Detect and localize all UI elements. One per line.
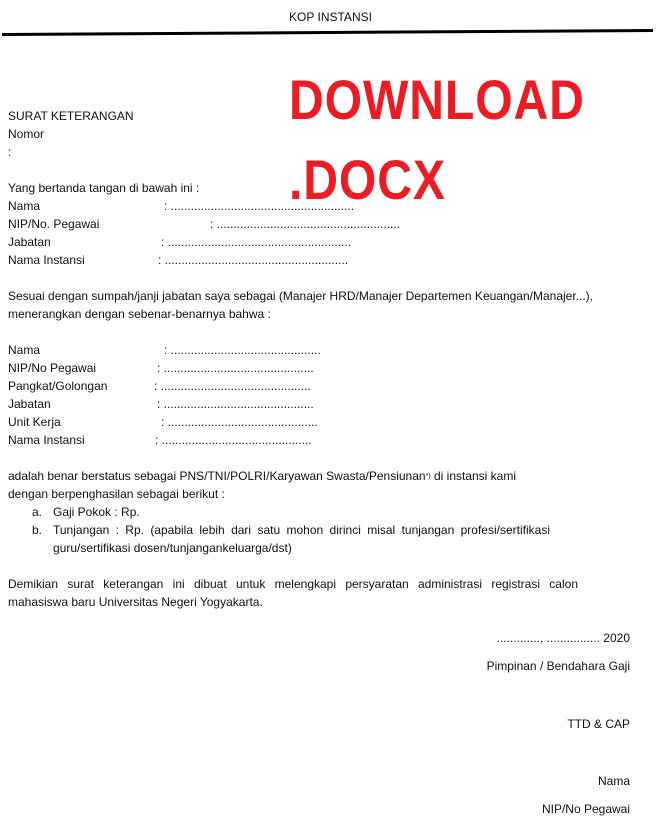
document-title: SURAT KETERANGAN bbox=[8, 109, 134, 123]
letterhead-title: KOP INSTANSI bbox=[289, 10, 372, 24]
statement-line-1: Sesuai dengan sumpah/janji jabatan saya sebagai (Manajer HRD/Manajer Departemen Keuangan/Manajer...), bbox=[8, 289, 594, 303]
signer-field-value: : ....................................................... bbox=[210, 217, 401, 231]
income-item-allowance-line-2: guru/sertifikasi dosen/tunjangankeluarga/dst) bbox=[53, 541, 292, 555]
list-marker-b: b. bbox=[32, 523, 43, 537]
nomor-label: Nomor bbox=[8, 127, 45, 141]
income-item-salary: Gaji Pokok : Rp. bbox=[53, 505, 140, 519]
status-text-tail: di instansi kami bbox=[430, 469, 517, 483]
status-line-2: dengan berpenghasilan sebagai berikut : bbox=[8, 487, 225, 501]
signer-field-label: Nama Instansi bbox=[8, 253, 85, 267]
signature-stamp: TTD & CAP bbox=[567, 717, 630, 731]
subject-field-value: : ............................................. bbox=[154, 379, 311, 393]
status-line-1 bbox=[8, 469, 516, 484]
nomor-colon: : bbox=[8, 145, 12, 159]
signature-name: Nama bbox=[597, 774, 630, 788]
signer-field-label: NIP/No. Pegawai bbox=[8, 217, 100, 231]
signer-field-label: Jabatan bbox=[8, 235, 51, 249]
subject-field-label: Pangkat/Golongan bbox=[8, 379, 108, 393]
signature-nip: NIP/No Pegawai bbox=[541, 802, 630, 816]
signature-role: Pimpinan / Bendahara Gaji bbox=[486, 659, 630, 673]
signer-field-label: Nama bbox=[8, 199, 41, 213]
subject-field-value: : ............................................. bbox=[161, 415, 318, 429]
subject-field-label: Nama Instansi bbox=[8, 433, 85, 447]
subject-field-value: : ............................................. bbox=[155, 433, 312, 447]
signature-date: ............., ................ 2020 bbox=[496, 631, 630, 645]
status-text: adalah benar berstatus sebagai PNS/TNI/POLRI/Karyawan Swasta/Pensiunan bbox=[8, 469, 426, 483]
subject-field-label: Jabatan bbox=[8, 397, 51, 411]
signer-field-value: : ....................................................... bbox=[161, 235, 352, 249]
subject-field-value: : ............................................. bbox=[164, 343, 321, 357]
subject-field-label: Unit Kerja bbox=[8, 415, 61, 429]
subject-field-label: NIP/No Pegawai bbox=[8, 361, 97, 375]
letterhead-divider bbox=[2, 29, 653, 36]
subject-field-label: Nama bbox=[8, 343, 41, 357]
subject-field-value: : ............................................. bbox=[157, 361, 314, 375]
signer-field-value: : ....................................................... bbox=[164, 199, 355, 213]
closing-line-2: mahasiswa baru Universitas Negeri Yogyakarta. bbox=[8, 595, 263, 609]
watermark-docx: .DOCX bbox=[289, 148, 446, 211]
subject-field-value: : ............................................. bbox=[157, 397, 314, 411]
statement-line-2: menerangkan dengan sebenar-benarnya bahwa : bbox=[8, 307, 271, 321]
closing-line-1: Demikian surat keterangan ini dibuat untuk melengkapi persyaratan administrasi registrasi calon bbox=[8, 577, 578, 591]
signer-field-value: : ....................................................... bbox=[158, 253, 349, 267]
list-marker-a: a. bbox=[32, 505, 43, 519]
watermark-download: DOWNLOAD bbox=[289, 68, 585, 131]
income-item-allowance-line-1: Tunjangan : Rp. (apabila lebih dari satu mohon dirinci misal tunjangan profesi/sertifikasi bbox=[53, 523, 550, 537]
signer-intro: Yang bertanda tangan di bawah ini : bbox=[8, 181, 200, 195]
footnote-marker: *) bbox=[425, 473, 431, 480]
